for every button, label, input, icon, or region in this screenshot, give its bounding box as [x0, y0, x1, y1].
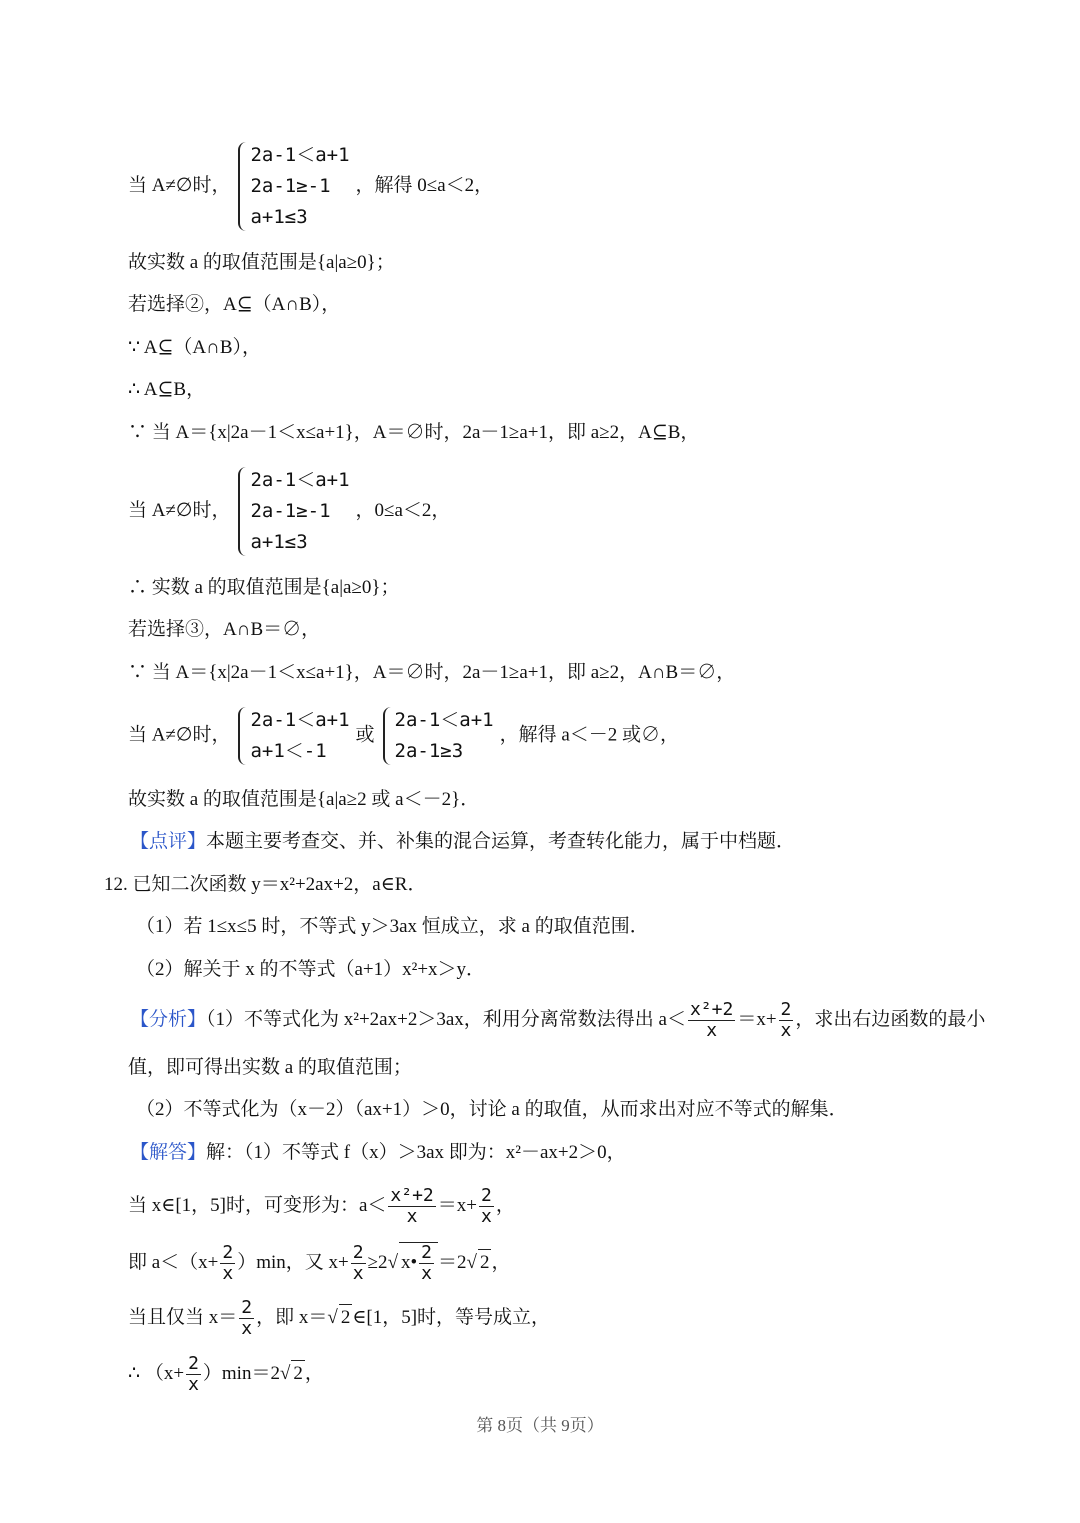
question-number: 12.	[104, 874, 128, 895]
text: 当 A≠∅时，	[128, 499, 231, 521]
text: 当 A≠∅时，	[128, 724, 231, 746]
text: ）min＝2	[202, 1362, 280, 1384]
solution-line-3	[128, 1242, 510, 1284]
text-line: ∴ 实数 a 的取值范围是{a|a≥0}；	[128, 577, 400, 598]
text: ＝x+	[737, 1008, 777, 1030]
inequality-system	[236, 705, 349, 767]
ineq: 2a-1≥-1	[250, 500, 331, 522]
text: ＝x+	[437, 1194, 477, 1216]
radicand	[399, 1242, 438, 1284]
text-line: 若选择③，A∩B＝∅，	[128, 619, 321, 640]
numerator: 2	[241, 1297, 253, 1318]
ineq: 2a-1＜a+1	[250, 709, 350, 731]
text-line: 值，即可得出实数 a 的取值范围；	[128, 1057, 412, 1078]
text-line: ∵ A⊆（A∩B），	[128, 337, 262, 358]
fraction	[479, 1186, 494, 1227]
fraction	[239, 1298, 254, 1339]
sqrt-sign: √	[466, 1251, 477, 1273]
fraction	[779, 1000, 794, 1041]
case-line-1	[128, 140, 493, 233]
text: ，即 x＝	[256, 1306, 328, 1328]
text: ）min，又 x+	[237, 1251, 349, 1273]
text: ，解得 a＜－2 或∅，	[499, 724, 680, 746]
denominator: x	[188, 1374, 199, 1395]
text: ∈[1，5]时，等号成立，	[352, 1306, 551, 1328]
text: 本题主要考查交、并、补集的混合运算，考查转化能力，属于中档题．	[206, 831, 796, 852]
ineq: 2a-1≥-1	[250, 175, 331, 197]
text: ＝2	[438, 1251, 467, 1273]
numerator: 2	[352, 1242, 364, 1263]
numerator: 2	[222, 1242, 234, 1263]
text: ，0≤a＜2，	[355, 499, 451, 521]
ineq: 2a-1≥3	[394, 740, 464, 762]
analysis-line	[130, 1000, 985, 1041]
ineq: a+1≤3	[250, 531, 308, 553]
text: 当 A≠∅时，	[128, 174, 231, 196]
sqrt-sign: √	[327, 1306, 338, 1328]
solution-line-5	[128, 1354, 324, 1395]
ineq: 2a-1＜a+1	[394, 709, 494, 731]
inequality-system	[236, 140, 349, 233]
text: 解：（1）不等式 f（x）＞3ax 即为：x²－ax+2＞0，	[206, 1142, 626, 1163]
denominator: x	[480, 1206, 492, 1227]
text-line: ∴ A⊆B，	[128, 379, 206, 400]
text: ，解得 0≤a＜2，	[355, 174, 494, 196]
numerator: 2	[188, 1353, 199, 1374]
fraction	[419, 1243, 434, 1284]
fraction	[688, 1000, 735, 1041]
numerator: 2	[780, 999, 792, 1020]
text: ，	[491, 1251, 511, 1273]
numerator: x²+2	[689, 999, 734, 1020]
numerator: 2	[421, 1242, 432, 1263]
question-12	[104, 872, 426, 898]
ineq: a+1＜-1	[250, 740, 327, 762]
radicand: 2	[291, 1360, 305, 1387]
ineq: a+1≤3	[250, 206, 308, 228]
fraction	[388, 1186, 435, 1227]
text: （1）不等式化为 x²+2ax+2＞3ax，利用分离常数法得出 a＜	[206, 1008, 686, 1030]
text-line: 若选择②，A⊆（A∩B），	[128, 294, 341, 315]
denominator: x	[222, 1263, 234, 1284]
solution-line-2	[128, 1186, 515, 1227]
sub-question-1: （1）若 1≤x≤5 时，不等式 y＞3ax 恒成立，求 a 的取值范围．	[136, 916, 649, 937]
numerator: x²+2	[390, 1185, 434, 1206]
denominator: x	[352, 1263, 364, 1284]
page-footer: 第 8页（共 9页）	[476, 1416, 604, 1435]
ineq: 2a-1＜a+1	[250, 469, 350, 491]
fraction	[220, 1243, 235, 1284]
analysis-tag: 【分析】	[130, 1008, 207, 1030]
text: 即 a＜（x+	[128, 1251, 219, 1273]
text: ，	[304, 1362, 324, 1384]
inequality-system	[381, 705, 494, 767]
text: ∴ （x+	[128, 1362, 185, 1384]
comment-line	[130, 829, 795, 855]
case-line-2	[128, 465, 450, 558]
solution-line	[130, 1140, 626, 1166]
text: 或	[355, 724, 375, 746]
text: 当 x∈[1，5]时，可变形为：a＜	[128, 1194, 387, 1216]
denominator: x	[706, 1020, 718, 1041]
denominator: x	[780, 1020, 792, 1041]
sqrt-sign: √	[279, 1362, 291, 1384]
text-line: ∵ 当 A＝{x|2a－1＜x≤a+1}，A＝∅时，2a－1≥a+1，即 a≥2，A⊆B，	[128, 422, 700, 443]
denominator: x	[241, 1318, 253, 1339]
text: x•	[401, 1251, 418, 1273]
radicand: 2	[339, 1304, 353, 1331]
denominator: x	[406, 1206, 418, 1227]
text-line: （2）不等式化为（x－2）（ax+1）＞0，讨论 a 的取值，从而求出对应不等式的解集．	[136, 1099, 848, 1120]
text: ，求出右边函数的最小	[795, 1008, 986, 1030]
text-line: 故实数 a 的取值范围是{a|a≥2 或 a＜－2}．	[128, 789, 480, 810]
denominator: x	[421, 1263, 432, 1284]
text-line: ∵ 当 A＝{x|2a－1＜x≤a+1}，A＝∅时，2a－1≥a+1，即 a≥2，A∩B＝∅，	[128, 662, 736, 683]
text: ≥2	[367, 1251, 388, 1273]
fraction	[351, 1243, 366, 1284]
text: ，	[495, 1194, 515, 1216]
fraction	[186, 1354, 201, 1395]
sqrt-sign: √	[387, 1251, 398, 1273]
solution-tag: 【解答】	[130, 1142, 207, 1163]
numerator: 2	[480, 1185, 492, 1206]
ineq: 2a-1＜a+1	[250, 144, 350, 166]
sub-question-2: （2）解关于 x 的不等式（a+1）x²+x＞y．	[136, 959, 486, 980]
radicand: 2	[478, 1249, 492, 1276]
inequality-system	[236, 465, 349, 558]
text-line: 故实数 a 的取值范围是{a|a≥0}；	[128, 252, 395, 273]
case-line-3	[128, 705, 679, 767]
question-text: 已知二次函数 y＝x²+2ax+2，a∈R．	[132, 874, 427, 895]
comment-tag: 【点评】	[130, 831, 207, 852]
text: 当且仅当 x＝	[128, 1306, 238, 1328]
solution-line-4	[128, 1298, 550, 1339]
